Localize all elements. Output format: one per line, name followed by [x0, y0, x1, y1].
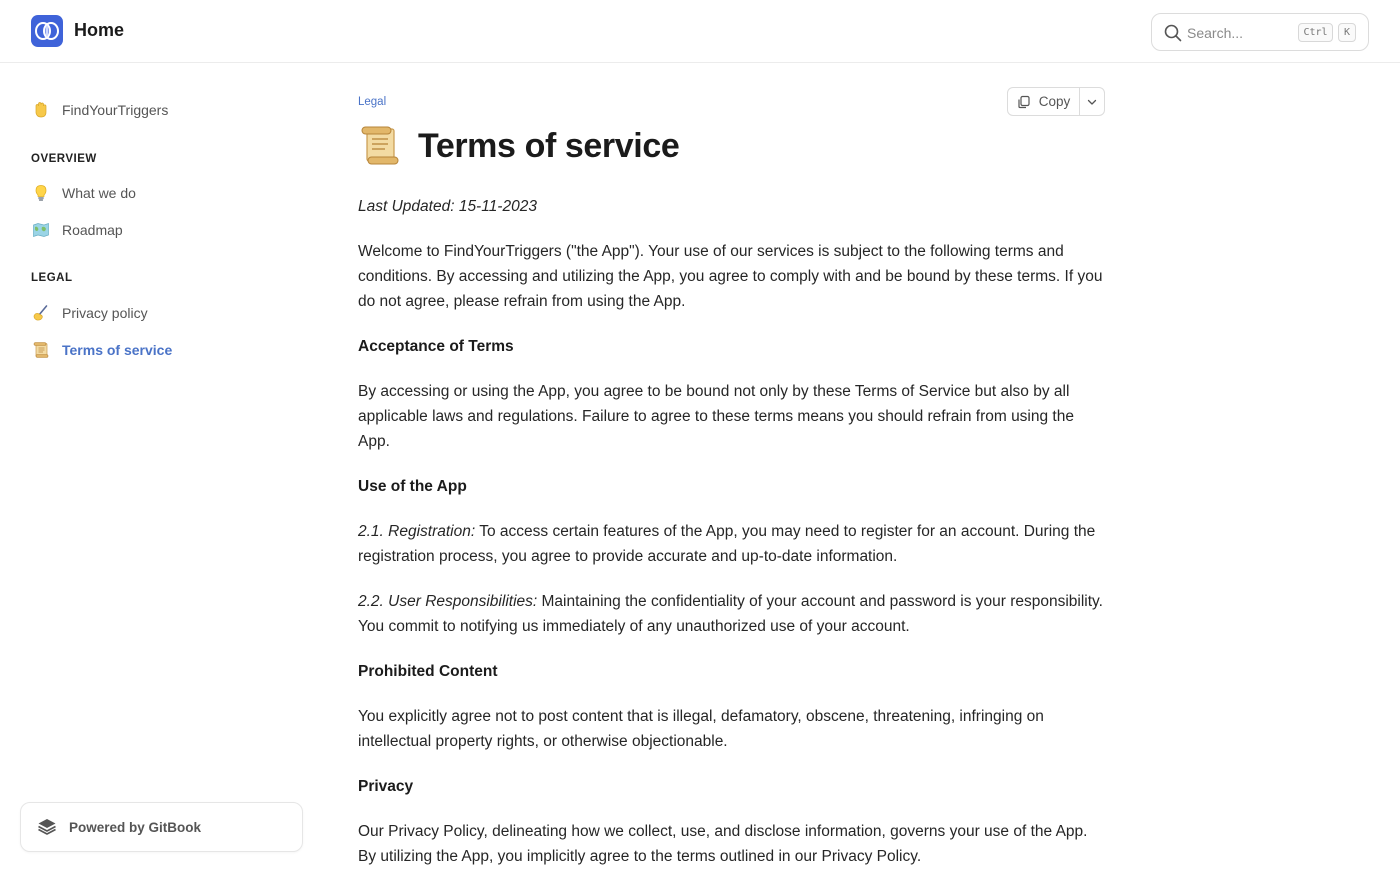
sidebar-item-roadmap[interactable]	[31, 218, 123, 242]
registration-label: 2.1. Registration:	[358, 523, 476, 540]
shortcut-k-key: K	[1338, 23, 1356, 42]
logo-icon	[34, 21, 60, 41]
responsibilities-label: 2.2. User Responsibilities:	[358, 593, 538, 610]
sidebar-item-terms-of-service[interactable]	[31, 338, 172, 362]
section-label-overview: OVERVIEW	[31, 153, 97, 165]
copy-button-group	[1007, 87, 1105, 116]
scroll-icon	[31, 340, 51, 360]
world-map-icon	[31, 220, 51, 240]
acceptance-paragraph: By accessing or using the App, you agree to be bound not only by these Terms of Service but also by all applicable laws and regulations. Failure to agree to these terms means you should refrain from using the App.	[358, 383, 1074, 450]
prohibited-paragraph: You explicitly agree not to post content that is illegal, defamatory, obscene, threatening, infringing on intellectual property rights, or otherwise objectionable.	[358, 708, 1044, 750]
search-placeholder: Search...	[1187, 25, 1244, 41]
light-bulb-icon	[31, 183, 51, 203]
heading-acceptance-of-terms: Acceptance of Terms	[358, 338, 514, 355]
scroll-icon	[358, 124, 402, 168]
heading-privacy: Privacy	[358, 778, 414, 795]
writing-hand-icon	[31, 303, 51, 323]
copy-button[interactable]	[1008, 88, 1080, 115]
shortcut-ctrl-key: Ctrl	[1298, 23, 1333, 42]
sidebar-item-findyourtriggers[interactable]	[31, 98, 168, 122]
gitbook-icon	[36, 816, 58, 838]
main-content	[358, 64, 1108, 875]
sidebar-item-label: Privacy policy	[62, 305, 148, 321]
sidebar	[0, 64, 330, 875]
page-title-text: Terms of service	[418, 126, 680, 165]
sidebar-item-label: What we do	[62, 185, 136, 201]
sidebar-item-label: Terms of service	[62, 342, 173, 358]
article-body	[358, 194, 1106, 875]
privacy-paragraph: Our Privacy Policy, delineating how we collect, use, and disclose information, governs your use of the App. By utilizing the App, you implicitly agree to the terms outlined in our Privacy Policy.	[358, 823, 1088, 865]
site-logo[interactable]	[31, 15, 63, 47]
top-header	[0, 0, 1400, 63]
powered-by-gitbook-link[interactable]	[20, 802, 303, 852]
sidebar-item-privacy-policy[interactable]	[31, 301, 148, 325]
search-input[interactable]	[1151, 13, 1369, 51]
copy-options-dropdown[interactable]	[1080, 88, 1104, 115]
chevron-down-icon	[1087, 97, 1097, 107]
copy-label: Copy	[1038, 94, 1071, 109]
breadcrumb-legal[interactable]: Legal	[358, 96, 387, 108]
registration-text: To access certain features of the App, you may need to register for an account. During the registration process, you agree to provide accurate and up-to-date information.	[358, 523, 1096, 565]
powered-by-label: Powered by GitBook	[69, 819, 202, 835]
heading-use-of-the-app: Use of the App	[358, 478, 467, 495]
section-label-legal: LEGAL	[31, 272, 73, 284]
sidebar-item-label: FindYourTriggers	[62, 102, 169, 118]
heading-prohibited-content: Prohibited Content	[358, 663, 498, 680]
responsibilities-text: Maintaining the confidentiality of your account and password is your responsibility. You commit to notifying us immediately of any unauthorized use of your account.	[358, 593, 1103, 635]
last-updated: Last Updated: 15-11-2023	[358, 198, 537, 215]
responsibilities-paragraph	[358, 589, 1106, 639]
waving-hand-icon	[31, 100, 51, 120]
search-icon	[1163, 23, 1183, 43]
site-title-home-link[interactable]: Home	[74, 20, 125, 40]
registration-paragraph	[358, 519, 1106, 569]
copy-icon	[1017, 95, 1031, 109]
page-title	[358, 124, 679, 168]
sidebar-item-label: Roadmap	[62, 222, 123, 238]
intro-paragraph: Welcome to FindYourTriggers ("the App"). Your use of our services is subject to the following terms and conditions. By accessing and utilizing the App, you agree to comply with and be bound by these terms. If you do not agree, please refrain from using the App.	[358, 243, 1103, 310]
sidebar-item-what-we-do[interactable]	[31, 181, 136, 205]
